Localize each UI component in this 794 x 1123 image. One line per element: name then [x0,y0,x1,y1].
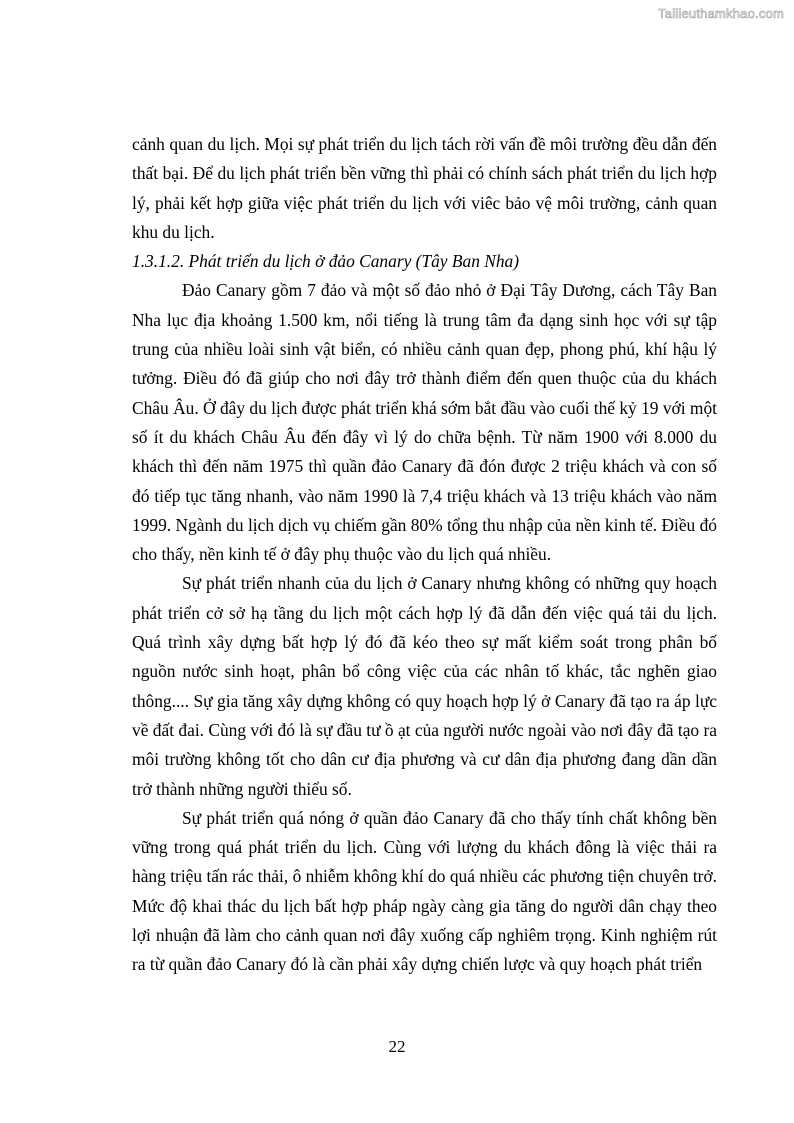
watermark-text: Tailieuthamkhao.com [658,6,784,21]
page-number: 22 [388,1037,406,1056]
document-body [132,130,717,980]
paragraph-overload: Sự phát triển nhanh của du lịch ở Canary nhưng không có những quy hoạch phát triển cở sở hạ tầng du lịch một cách hợp lý đã dẫn đến việc quá tải du lịch. Quá trình xây dựng bất hợp lý đó đã kéo theo sự mất kiểm soát trong phân bố nguồn nước sinh hoạt, phân bổ công việc của các nhân tố khác, tắc nghẽn giao thông.... Sự gia tăng xây dựng không có quy hoạch hợp lý ở Canary đã tạo ra áp lực về đất đai. Cùng với đó là sự đầu tư ồ ạt của người nước ngoài vào nơi đây đã tạo ra môi trường không tốt cho dân cư địa phương và cư dân địa phương đang dần dần trở thành những người thiểu số. [132,573,717,799]
section-heading: 1.3.1.2. Phát triển du lịch ở đảo Canary (Tây Ban Nha) [132,251,520,272]
paragraph-canary-overview: Đảo Canary gồm 7 đảo và một số đảo nhỏ ở Đại Tây Dương, cách Tây Ban Nha lục địa khoảng 1.500 km, nổi tiếng là trung tâm đa dạng sinh học với sự tập trung của nhiều loài sinh vật biển, có nhiều cảnh quan đẹp, phong phú, khí hậu lý tưởng. Điều đó đã giúp cho nơi đây trở thành điểm đến quen thuộc của du khách Châu Âu. Ở đây du lịch được phát triển khá sớm bắt đầu vào cuối thế kỷ 19 với một số ít du khách Châu Âu đến đây vì lý do chữa bệnh. Từ năm 1900 với 8.000 du khách thì đến năm 1975 thì quần đảo Canary đã đón được 2 triệu khách và con số đó tiếp tục tăng nhanh, vào năm 1990 là 7,4 triệu khách và 13 triệu khách vào năm 1999. Ngành du lịch dịch vụ chiếm gần 80% tổng thu nhập của nền kinh tế. Điều đó cho thấy, nền kinh tế ở đây phụ thuộc vào du lịch quá nhiều. [132,280,717,565]
paragraph-continuation: cảnh quan du lịch. Mọi sự phát triển du lịch tách rời vấn đề môi trường đều dẫn đến thất bại. Để du lịch phát triển bền vững thì phải có chính sách phát triển du lịch hợp lý, phải kết hợp giữa việc phát triển du lịch với viêc bảo vệ môi trường, cảnh quan khu du lịch. [132,134,717,242]
paragraph-lessons: Sự phát triển quá nóng ở quần đảo Canary đã cho thấy tính chất không bền vững trong quá phát triển du lịch. Cùng với lượng du khách đông là việc thải ra hàng triệu tấn rác thải, ô nhiễm không khí do quá nhiều các phương tiện chuyên trở. Mức độ khai thác du lịch bất hợp pháp ngày càng gia tăng do người dân chạy theo lợi nhuận đã làm cho cảnh quan nơi đây xuống cấp nghiêm trọng. Kinh nghiệm rút ra từ quần đảo Canary đó là cần phải xây dựng chiến lược và quy hoạch phát triển [132,807,717,975]
